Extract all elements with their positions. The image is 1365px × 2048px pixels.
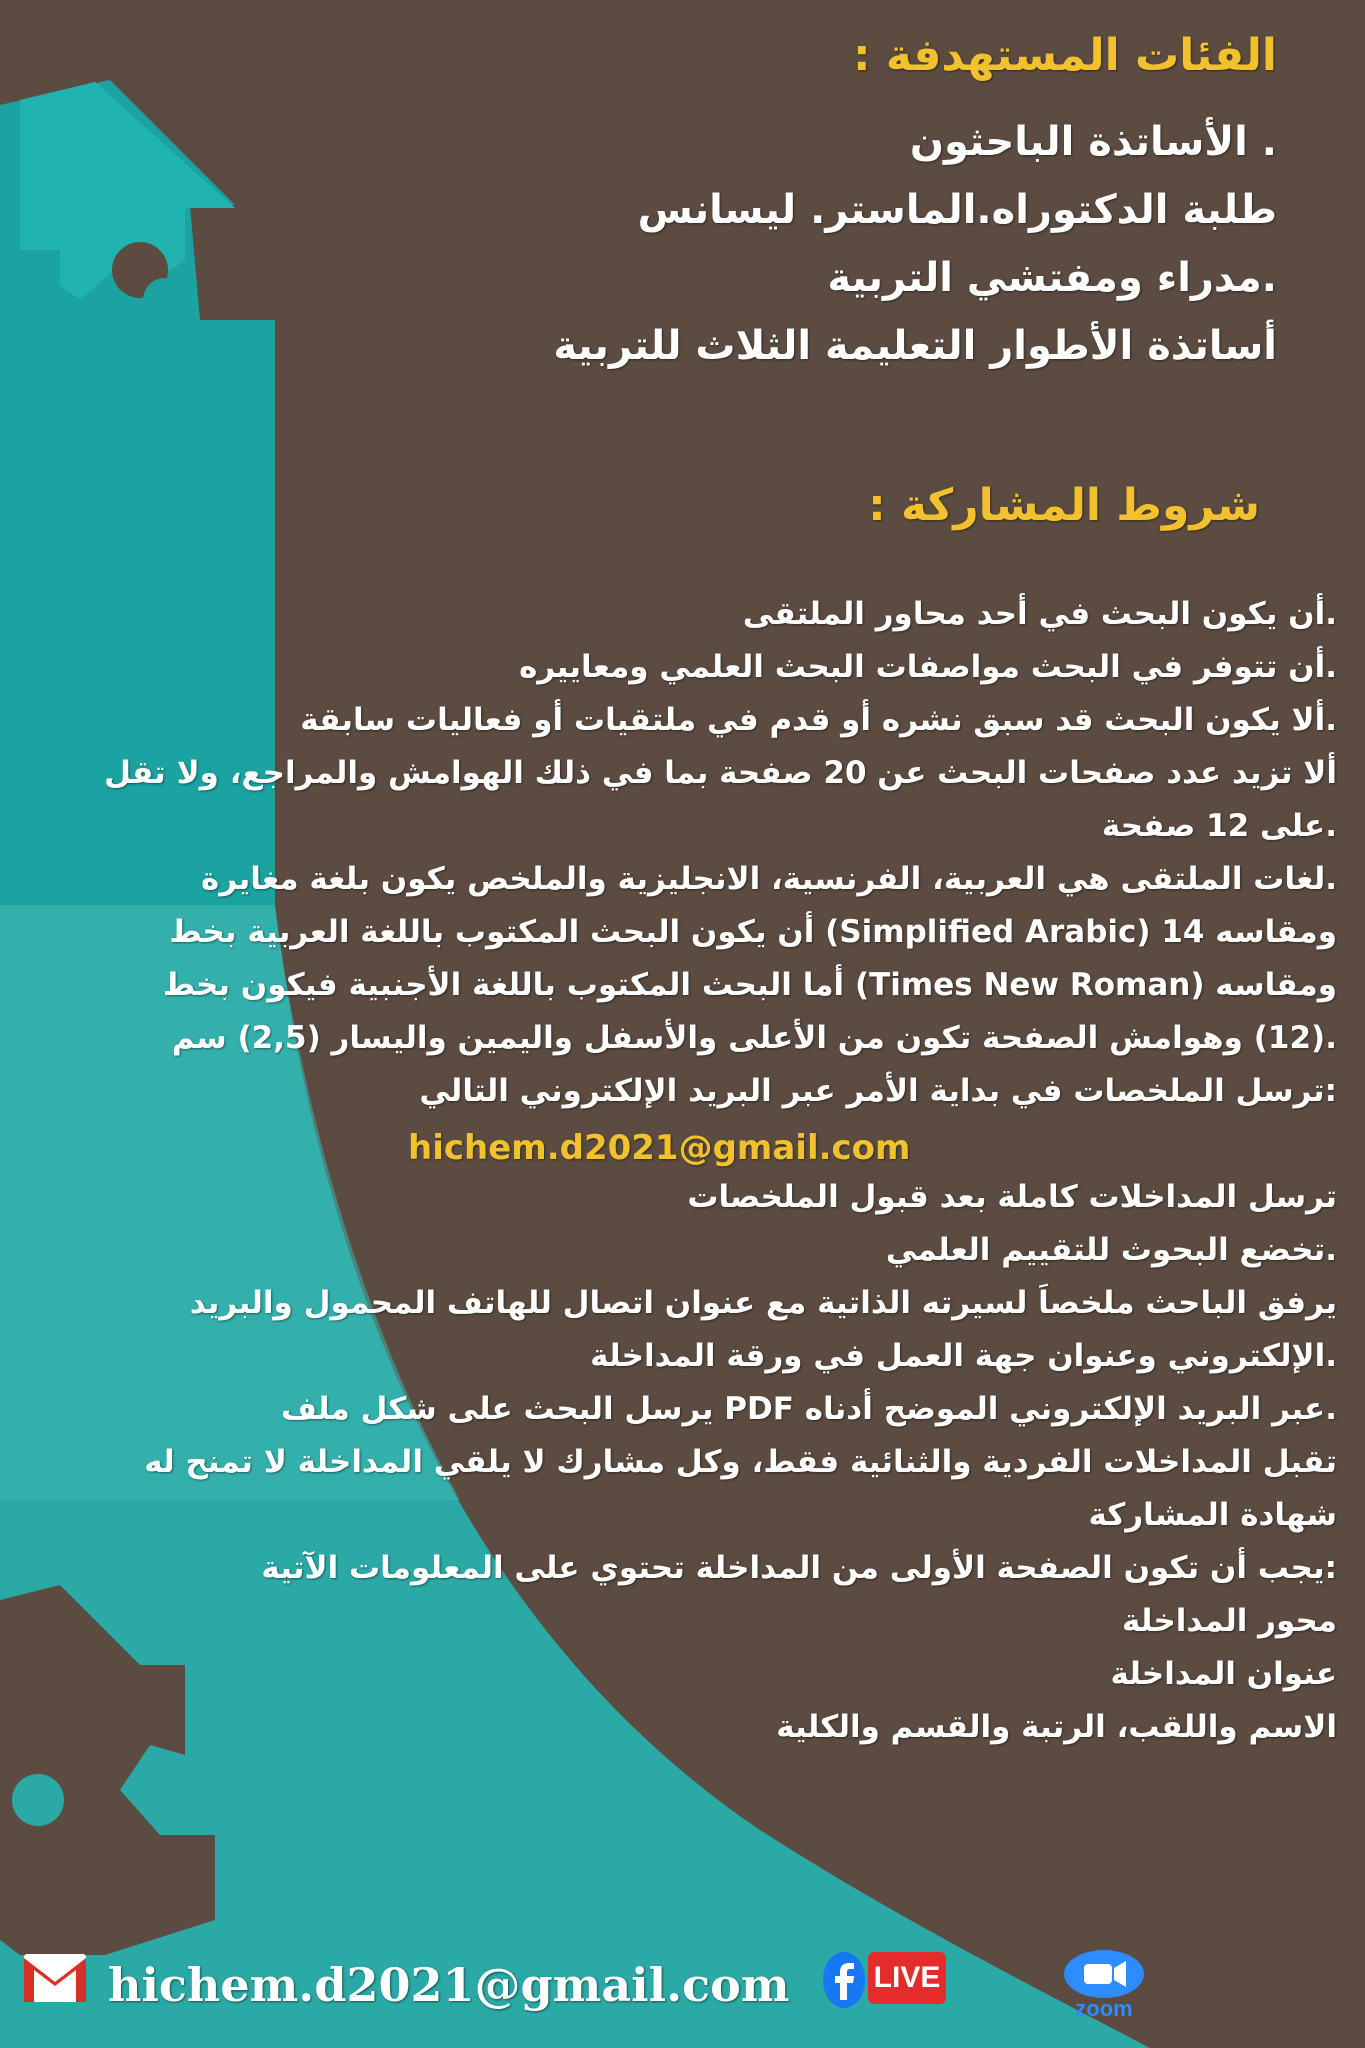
condition-line: .عبر البريد الإلكتروني الموضح أدناه PDF يرسل البحث على شكل ملف: [281, 1391, 1337, 1427]
condition-line: .الإلكتروني وعنوان جهة العمل في ورقة المداخلة: [590, 1338, 1337, 1374]
condition-line: شهادة المشاركة: [1088, 1497, 1337, 1533]
condition-line: ألا تزيد عدد صفحات البحث عن 20 صفحة بما في ذلك الهوامش والمراجع، ولا تقل: [104, 755, 1337, 791]
condition-line: عنوان المداخلة: [1110, 1656, 1337, 1692]
condition-line: يرفق الباحث ملخصاَ لسيرته الذاتية مع عنوان اتصال للهاتف المحمول والبريد: [189, 1285, 1337, 1321]
footer-email-link[interactable]: hichem.d2021@gmail.com: [108, 1958, 790, 2012]
target-list: [553, 108, 1277, 380]
puzzle-knob-bottom: [12, 1774, 64, 1826]
condition-line: ومقاسه 14 (Simplified Arabic) أن يكون البحث المكتوب باللغة العربية بخط: [169, 914, 1337, 950]
submission-email-link[interactable]: hichem.d2021@gmail.com: [408, 1128, 911, 1168]
target-heading: الفئات المستهدفة :: [853, 30, 1277, 81]
conditions-heading: شروط المشاركة :: [868, 480, 1260, 531]
condition-line: .تخضع البحوث للتقييم العلمي: [885, 1232, 1337, 1268]
condition-line: ترسل المداخلات كاملة بعد قبول الملخصات: [687, 1179, 1337, 1215]
conditions-list: [27, 588, 1337, 1754]
condition-line: محور المداخلة: [1122, 1603, 1337, 1639]
target-item: أساتذة الأطوار التعليمة الثلاث للتربية: [553, 323, 1277, 369]
condition-line: .لغات الملتقى هي العربية، الفرنسية، الانجليزية والملخص يكون بلغة مغايرة: [201, 861, 1337, 897]
zoom-label: zoom: [1075, 1996, 1133, 2021]
condition-line: تقبل المداخلات الفردية والثنائية فقط، وكل مشارك لا يلقي المداخلة لا تمنح له: [144, 1444, 1337, 1480]
live-badge[interactable]: LIVE: [868, 1952, 946, 2004]
condition-line: .أن يكون البحث في أحد محاور الملتقى: [742, 596, 1337, 632]
condition-line: .(12) وهوامش الصفحة تكون من الأعلى والأسفل واليمين واليسار (2,5) سم: [171, 1020, 1337, 1056]
condition-line: :ترسل الملخصات في بداية الأمر عبر البريد الإلكتروني التالي: [419, 1073, 1337, 1109]
target-item: .مدراء ومفتشي التربية: [827, 255, 1277, 301]
condition-line: الاسم واللقب، الرتبة والقسم والكلية: [776, 1709, 1337, 1745]
condition-line: .على 12 صفحة: [1101, 808, 1337, 844]
facebook-icon[interactable]: [822, 1950, 866, 2010]
gmail-icon[interactable]: [22, 1950, 88, 2006]
target-item: . الأساتذة الباحثون: [909, 119, 1277, 165]
condition-line: :يجب أن تكون الصفحة الأولى من المداخلة تحتوي على المعلومات الآتية: [261, 1550, 1337, 1586]
condition-line: .ألا يكون البحث قد سبق نشره أو قدم في ملتقيات أو فعاليات سابقة: [300, 702, 1337, 738]
target-item: طلبة الدكتوراه.الماستر. ليسانس: [637, 187, 1277, 233]
condition-line: .أن تتوفر في البحث مواصفات البحث العلمي ومعاييره: [519, 649, 1337, 685]
condition-line: ومقاسه (Times New Roman) أما البحث المكتوب باللغة الأجنبية فيكون بخط: [162, 967, 1337, 1003]
